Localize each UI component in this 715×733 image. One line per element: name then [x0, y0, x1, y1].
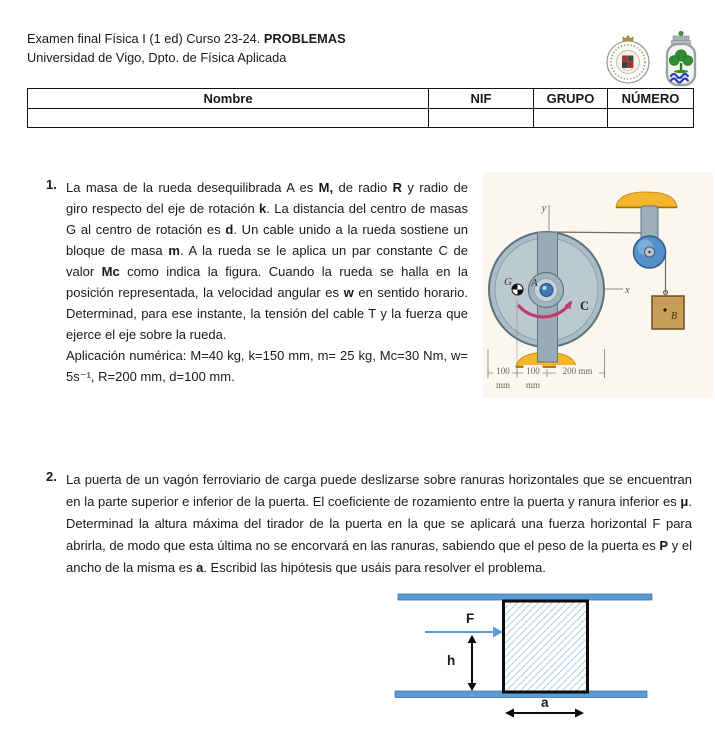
exam-subtitle: Universidad de Vigo, Dpto. de Física Aplicada: [27, 50, 287, 65]
dim-mm-1: mm: [495, 380, 511, 390]
couple-label: C: [580, 299, 590, 313]
dim-100-1: 100: [496, 366, 510, 376]
figure-wheel-pulley: [483, 172, 713, 398]
dim-200mm: 200 mm: [562, 366, 593, 376]
height-label: h: [447, 653, 456, 668]
figure-sliding-door: [393, 588, 655, 728]
col-header-numero: NÚMERO: [608, 89, 694, 109]
exam-title-regular: Examen final Física I (1 ed) Curso 23-24.: [27, 31, 264, 46]
door: [504, 601, 588, 692]
col-header-nif: NIF: [429, 89, 534, 109]
width-label: a: [541, 695, 549, 710]
dim-100-2: 100: [526, 366, 540, 376]
grupo-entry-cell[interactable]: [534, 109, 608, 128]
col-header-grupo: GRUPO: [534, 89, 608, 109]
document-header: [27, 29, 346, 67]
wheel-center-label: A: [531, 277, 538, 289]
block-label: B: [671, 311, 678, 322]
force-F-arrow: [425, 627, 503, 638]
numero-entry-cell[interactable]: [608, 109, 694, 128]
problem-2-text: La puerta de un vagón ferroviario de carga puede deslizarse sobre ranuras horizontales que se encuentran en la parte superior e inferior de la puerta. El coeficiente de rozamiento entre la puerta y ranura inferior es μ. Determinad la altura máxima del tirador de la puerta en la que se aplicará una fuerza horizontal F para abrirla, de modo que esta última no se encorvará en las ranuras, sabiendo que el peso de la puerta es P y el ancho de la misma es a. Escribid las hipótesis que usáis para resolver el problema.: [66, 472, 693, 575]
nif-entry-cell[interactable]: [429, 109, 534, 128]
col-header-nombre: Nombre: [28, 89, 429, 109]
university-of-vigo-seal: [604, 33, 652, 85]
force-label: F: [466, 611, 475, 626]
student-id-table: [27, 88, 694, 128]
mass-center-label: G: [504, 276, 512, 288]
exam-title-bold: PROBLEMAS: [263, 31, 346, 46]
id-table-header-row: [28, 89, 694, 109]
problem-1-text: La masa de la rueda desequilibrada A es M, de radio R y radio de giro respecto del eje de rotación k. La distancia del centro de masas G al centro de rotación es d. Un cable unido a la rueda sostiene un bloque de masa m. A la rueda se le aplica un par constante C de valor Mc como indica la figura. Cuando la rueda se halla en la posición representada, la velocidad angular es w en sentido horario. Determinad, para ese instante, la tensión del cable T y la fuerza que ejerce el eje sobre la rueda. Aplicación numérica: M=40 kg, k=150 mm, m= 25 kg, Mc=30 Nm, w= 5s⁻¹, R=200 mm, d=100 mm.: [66, 180, 469, 384]
axle-pin: [540, 284, 553, 297]
dim-mm-2: mm: [525, 380, 541, 390]
y-axis-label: y: [541, 203, 547, 214]
id-table-entry-row: [28, 109, 694, 128]
x-axis-label: x: [625, 285, 630, 296]
center-of-mass-icon: [512, 284, 523, 295]
problem-1-number: 1.: [46, 177, 57, 192]
problem-2: [46, 469, 692, 579]
pulley: [634, 236, 666, 268]
problem-1: [46, 177, 468, 387]
nombre-entry-cell[interactable]: [28, 109, 429, 128]
top-rail: [398, 594, 652, 600]
problem-2-number: 2.: [46, 469, 57, 484]
exam-title-line: [27, 29, 346, 48]
uvigo-shield-crest: [659, 29, 703, 88]
height-h-arrow: [468, 635, 477, 691]
block-B: [652, 296, 684, 329]
